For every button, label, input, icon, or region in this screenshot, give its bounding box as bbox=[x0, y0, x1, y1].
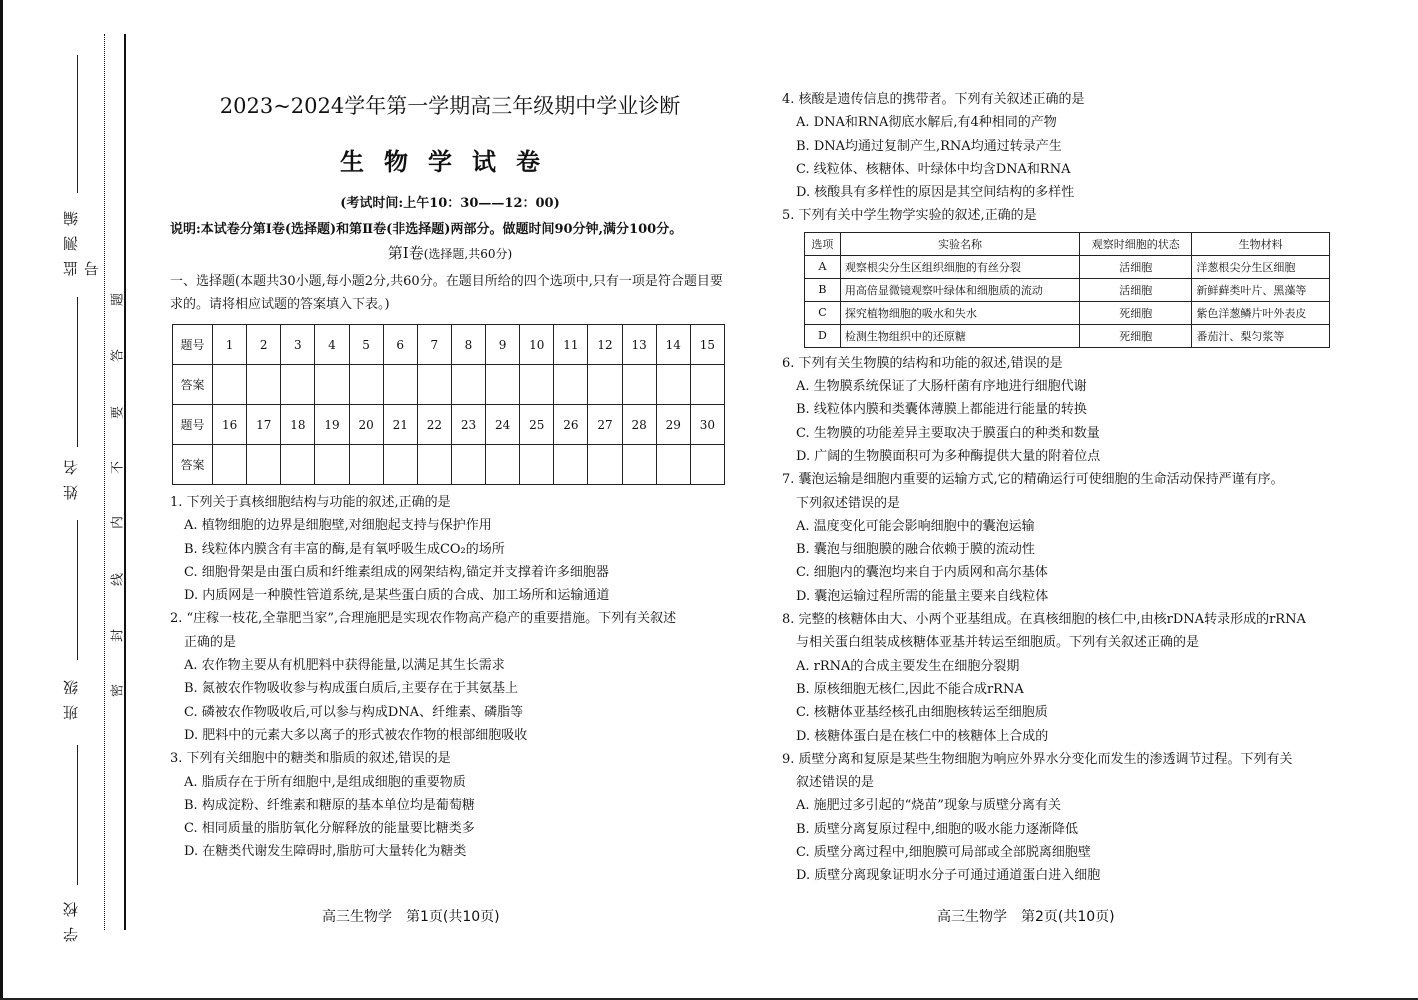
table-cell: 番茄汁、梨匀浆等 bbox=[1192, 324, 1330, 347]
table-cell: 洋葱根尖分生区细胞 bbox=[1192, 255, 1330, 278]
question-number-cell: 28 bbox=[622, 405, 656, 445]
table-header-cell: 观察时细胞的状态 bbox=[1080, 232, 1192, 255]
answer-cell[interactable] bbox=[588, 365, 622, 405]
question-stem: 正确的是 bbox=[184, 634, 237, 650]
answer-cell[interactable] bbox=[486, 365, 520, 405]
question-option: B. 原核细胞无核仁,因此不能合成rRNA bbox=[796, 681, 1024, 697]
answer-cell[interactable] bbox=[690, 365, 724, 405]
question-number-cell: 29 bbox=[656, 405, 690, 445]
table-cell: 紫色洋葱鳞片叶外表皮 bbox=[1192, 301, 1330, 324]
answer-cell[interactable] bbox=[417, 445, 451, 485]
table-row bbox=[805, 278, 1330, 301]
question-stem: 7. 囊泡运输是细胞内重要的运输方式,它的精确运行可使细胞的生命活动保持严谨有序。 bbox=[782, 472, 1284, 488]
question-option: B. 构成淀粉、纤维素和糖原的基本单位均是葡萄糖 bbox=[184, 797, 475, 813]
section-subtitle: (选择题,共60分) bbox=[423, 247, 513, 261]
question-number-cell: 2 bbox=[247, 325, 281, 365]
question-number-cell: 8 bbox=[451, 325, 485, 365]
question-number-cell: 11 bbox=[554, 325, 588, 365]
question-option: A. 脂质存在于所有细胞中,是组成细胞的重要物质 bbox=[184, 774, 466, 790]
answer-cell[interactable] bbox=[213, 365, 247, 405]
question-number-cell: 4 bbox=[315, 325, 349, 365]
question bbox=[782, 352, 1342, 468]
row-label: 题号 bbox=[173, 325, 213, 365]
question-stem: 8. 完整的核糖体由大、小两个亚基组成。在真核细胞的核仁中,由核rDNA转录形成的rRNA bbox=[782, 612, 1306, 628]
question-option: D. 内质网是一种膜性管道系统,是某些蛋白质的合成、加工场所和运输通道 bbox=[184, 588, 610, 604]
question-number-cell: 19 bbox=[315, 405, 349, 445]
question-number-cell: 24 bbox=[486, 405, 520, 445]
table-cell: 死细胞 bbox=[1080, 324, 1192, 347]
question bbox=[782, 468, 1342, 608]
subject-title: 生物学试卷 bbox=[340, 148, 560, 176]
question-option: A. rRNA的合成主要发生在细胞分裂期 bbox=[796, 658, 1020, 674]
question-option: B. 氮被农作物吸收参与构成蛋白质后,主要存在于其氨基上 bbox=[184, 681, 518, 697]
exam-note: 说明:本试卷分第Ⅰ卷(选择题)和第Ⅱ卷(非选择题)两部分。做题时间90分钟,满分100分。 bbox=[170, 222, 683, 237]
seal-char: 封 bbox=[110, 629, 126, 643]
question-number-cell: 27 bbox=[588, 405, 622, 445]
question-option: C. 细胞内的囊泡均来自于内质网和高尔基体 bbox=[796, 565, 1048, 581]
answer-cell[interactable] bbox=[247, 365, 281, 405]
question-number-cell: 3 bbox=[281, 325, 315, 365]
question-number-cell: 13 bbox=[622, 325, 656, 365]
seal-solid-line bbox=[124, 34, 126, 930]
question-option: D. 囊泡运输过程所需的能量主要来自线粒体 bbox=[796, 588, 1049, 604]
question-number-cell: 25 bbox=[520, 405, 554, 445]
answer-cell[interactable] bbox=[349, 445, 383, 485]
question-stem: 下列叙述错误的是 bbox=[796, 495, 901, 511]
question bbox=[782, 204, 1342, 227]
answer-cell[interactable] bbox=[315, 365, 349, 405]
seal-char: 要 bbox=[110, 406, 126, 420]
question-option: D. 质壁分离现象证明水分子可通过通道蛋白进入细胞 bbox=[796, 868, 1101, 884]
table-cell: 活细胞 bbox=[1080, 255, 1192, 278]
page-2-footer: 高三生物学 第2页(共10页) bbox=[937, 909, 1115, 925]
answer-cell[interactable] bbox=[520, 445, 554, 485]
question-list bbox=[782, 352, 1342, 888]
answer-table bbox=[172, 324, 725, 485]
question-number-row bbox=[173, 405, 725, 445]
table-header-cell: 生物材料 bbox=[1192, 232, 1330, 255]
question bbox=[170, 607, 730, 747]
table-cell: 检测生物组织中的还原糖 bbox=[840, 324, 1079, 347]
scan-left-edge bbox=[0, 0, 3, 1000]
question-number-cell: 22 bbox=[417, 405, 451, 445]
question-list bbox=[170, 491, 730, 864]
table-row bbox=[805, 301, 1330, 324]
question-option: A. 农作物主要从有机肥料中获得能量,以满足其生长需求 bbox=[184, 658, 505, 674]
answer-cell[interactable] bbox=[588, 445, 622, 485]
question bbox=[782, 748, 1342, 888]
seal-char: 线 bbox=[110, 573, 126, 587]
question bbox=[782, 608, 1342, 748]
answer-cell[interactable] bbox=[520, 365, 554, 405]
seal-dotted-line bbox=[104, 34, 105, 930]
answer-cell[interactable] bbox=[281, 445, 315, 485]
seal-char: 题 bbox=[110, 293, 126, 307]
question-number-cell: 12 bbox=[588, 325, 622, 365]
question-option: C. 磷被农作物吸收后,可以参与构成DNA、纤维素、磷脂等 bbox=[184, 704, 524, 720]
question-option: B. DNA均通过复制产生,RNA均通过转录产生 bbox=[796, 138, 1062, 154]
row-label: 题号 bbox=[173, 405, 213, 445]
question-stem: 与相关蛋白组装成核糖体亚基并转运至细胞质。下列有关叙述正确的是 bbox=[796, 635, 1200, 651]
school-label: 学校 bbox=[62, 892, 80, 942]
section-heading bbox=[170, 242, 730, 270]
class-label: 班级 bbox=[62, 670, 80, 720]
table-header-row bbox=[805, 232, 1330, 255]
question-option: C. 细胞骨架是由蛋白质和纤维素组成的网架结构,锚定并支撑着许多细胞器 bbox=[184, 564, 609, 580]
answer-cell[interactable] bbox=[451, 445, 485, 485]
exam-title: 2023~2024学年第一学期高三年级期中学业诊断 bbox=[219, 94, 681, 118]
question-number-cell: 9 bbox=[486, 325, 520, 365]
question-option: C. 相同质量的脂肪氧化分解释放的能量要比糖类多 bbox=[184, 821, 475, 837]
question-stem: 5. 下列有关中学生物学实验的叙述,正确的是 bbox=[782, 208, 1037, 224]
table-cell: A bbox=[805, 255, 841, 278]
answer-row bbox=[173, 445, 725, 485]
question-number-cell: 16 bbox=[213, 405, 247, 445]
question-option: D. 在糖类代谢发生障碍时,脂肪可大量转化为糖类 bbox=[184, 844, 467, 860]
question-option: D. 广阔的生物膜面积可为多种酶提供大量的附着位点 bbox=[796, 448, 1101, 464]
answer-cell[interactable] bbox=[656, 445, 690, 485]
table-cell: 观察根尖分生区组织细胞的有丝分裂 bbox=[840, 255, 1079, 278]
question-number-cell: 21 bbox=[383, 405, 417, 445]
question-number-cell: 17 bbox=[247, 405, 281, 445]
answer-row bbox=[173, 365, 725, 405]
question-option: C. 核糖体亚基经核孔由细胞核转运至细胞质 bbox=[796, 705, 1048, 721]
row-label: 答案 bbox=[173, 365, 213, 405]
table-header-cell: 实验名称 bbox=[840, 232, 1079, 255]
page-1 bbox=[170, 88, 730, 864]
answer-cell[interactable] bbox=[656, 365, 690, 405]
name-label: 姓名 bbox=[62, 450, 80, 500]
table-cell: 活细胞 bbox=[1080, 278, 1192, 301]
table-cell: 用高倍显微镜观察叶绿体和细胞质的流动 bbox=[840, 278, 1079, 301]
table-cell: D bbox=[805, 324, 841, 347]
monitor-number-label: 监测编号 bbox=[62, 201, 101, 276]
question-option: D. 肥料中的元素大多以离子的形式被农作物的根部细胞吸收 bbox=[184, 727, 528, 743]
class-line bbox=[77, 520, 78, 660]
table-cell: 死细胞 bbox=[1080, 301, 1192, 324]
answer-cell[interactable] bbox=[315, 445, 349, 485]
table-row bbox=[805, 255, 1330, 278]
row-label: 答案 bbox=[173, 445, 213, 485]
question-stem: 叙述错误的是 bbox=[796, 775, 875, 791]
seal-char: 答 bbox=[110, 349, 126, 363]
section-title: 第Ⅰ卷 bbox=[387, 244, 424, 262]
answer-cell[interactable] bbox=[247, 445, 281, 485]
answer-cell[interactable] bbox=[281, 365, 315, 405]
question-stem: 1. 下列关于真核细胞结构与功能的叙述,正确的是 bbox=[170, 495, 451, 510]
question-number-cell: 26 bbox=[554, 405, 588, 445]
question-option: A. 施肥过多引起的“烧苗”现象与质壁分离有关 bbox=[796, 798, 1061, 814]
answer-cell[interactable] bbox=[622, 445, 656, 485]
question-number-row bbox=[173, 325, 725, 365]
answer-cell[interactable] bbox=[213, 445, 247, 485]
table-cell: 新鲜藓类叶片、黑藻等 bbox=[1192, 278, 1330, 301]
question-number-cell: 15 bbox=[690, 325, 724, 365]
table-cell: C bbox=[805, 301, 841, 324]
instructions: 一、选择题(本题共30小题,每小题2分,共60分。在题目所给的四个选项中,只有一项是符合题目要求的。请将相应试题的答案填入下表。) bbox=[170, 274, 723, 312]
question-number-cell: 14 bbox=[656, 325, 690, 365]
question-option: B. 质壁分离复原过程中,细胞的吸水能力逐渐降低 bbox=[796, 821, 1078, 837]
answer-cell[interactable] bbox=[383, 365, 417, 405]
question-option: C. 质壁分离过程中,细胞膜可局部或全部脱离细胞壁 bbox=[796, 845, 1091, 861]
page-1-footer: 高三生物学 第1页(共10页) bbox=[322, 909, 500, 925]
question-number-cell: 18 bbox=[281, 405, 315, 445]
question-option: B. 线粒体内膜含有丰富的酶,是有氧呼吸生成CO₂的场所 bbox=[184, 541, 505, 557]
table-header-cell: 选项 bbox=[805, 232, 841, 255]
question-number-cell: 30 bbox=[690, 405, 724, 445]
question-number-cell: 10 bbox=[520, 325, 554, 365]
question-option: C. 生物膜的功能差异主要取决于膜蛋白的种类和数量 bbox=[796, 425, 1100, 441]
answer-cell[interactable] bbox=[622, 365, 656, 405]
monitor-number-line bbox=[77, 55, 78, 193]
question-option: A. 温度变化可能会影响细胞中的囊泡运输 bbox=[796, 518, 1035, 534]
school-line bbox=[77, 745, 78, 885]
question-number-cell: 1 bbox=[213, 325, 247, 365]
seal-char: 密 bbox=[110, 684, 126, 698]
question bbox=[170, 747, 730, 863]
question-number-cell: 6 bbox=[383, 325, 417, 365]
question-number-cell: 20 bbox=[349, 405, 383, 445]
question bbox=[170, 491, 730, 607]
question-list bbox=[782, 88, 1342, 228]
question-option: B. 线粒体内膜和类囊体薄膜上都能进行能量的转换 bbox=[796, 402, 1087, 418]
question-option: A. 生物膜系统保证了大肠杆菌有序地进行细胞代谢 bbox=[796, 379, 1087, 395]
question-option: D. 核酸具有多样性的原因是其空间结构的多样性 bbox=[796, 185, 1075, 201]
question-option: B. 囊泡与细胞膜的融合依赖于膜的流动性 bbox=[796, 542, 1035, 558]
question-option: A. 植物细胞的边界是细胞壁,对细胞起支持与保护作用 bbox=[184, 518, 492, 534]
experiment-table bbox=[804, 232, 1330, 348]
answer-cell[interactable] bbox=[383, 445, 417, 485]
question-stem: 6. 下列有关生物膜的结构和功能的叙述,错误的是 bbox=[782, 355, 1063, 371]
question-number-cell: 7 bbox=[417, 325, 451, 365]
answer-cell[interactable] bbox=[451, 365, 485, 405]
answer-cell[interactable] bbox=[690, 445, 724, 485]
question-stem: 9. 质壁分离和复原是某些生物细胞为响应外界水分变化而发生的渗透调节过程。下列有关 bbox=[782, 751, 1293, 767]
question-option: A. DNA和RNA彻底水解后,有4种相同的产物 bbox=[796, 115, 1057, 131]
name-line bbox=[77, 297, 78, 447]
table-cell: 探究植物细胞的吸水和失水 bbox=[840, 301, 1079, 324]
answer-cell[interactable] bbox=[554, 445, 588, 485]
question-stem: 4. 核酸是遗传信息的携带者。下列有关叙述正确的是 bbox=[782, 92, 1085, 107]
answer-cell[interactable] bbox=[349, 365, 383, 405]
question-option: C. 线粒体、核糖体、叶绿体中均含DNA和RNA bbox=[796, 161, 1071, 177]
table-cell: B bbox=[805, 278, 841, 301]
question-stem: 3. 下列有关细胞中的糖类和脂质的叙述,错误的是 bbox=[170, 751, 451, 767]
question-option: D. 核糖体蛋白是在核仁中的核糖体上合成的 bbox=[796, 728, 1049, 744]
question-number-cell: 23 bbox=[451, 405, 485, 445]
question bbox=[782, 88, 1342, 204]
seal-char: 内 bbox=[110, 516, 126, 530]
question-stem: 2. “庄稼一枝花,全靠肥当家”,合理施肥是实现农作物高产稳产的重要措施。下列有关叙述 bbox=[170, 611, 677, 627]
page-2 bbox=[782, 88, 1342, 888]
question-number-cell: 5 bbox=[349, 325, 383, 365]
answer-cell[interactable] bbox=[554, 365, 588, 405]
answer-cell[interactable] bbox=[417, 365, 451, 405]
exam-time: (考试时间:上午10：30——12：00) bbox=[340, 196, 560, 211]
seal-char: 不 bbox=[110, 461, 126, 475]
answer-cell[interactable] bbox=[486, 445, 520, 485]
table-row bbox=[805, 324, 1330, 347]
